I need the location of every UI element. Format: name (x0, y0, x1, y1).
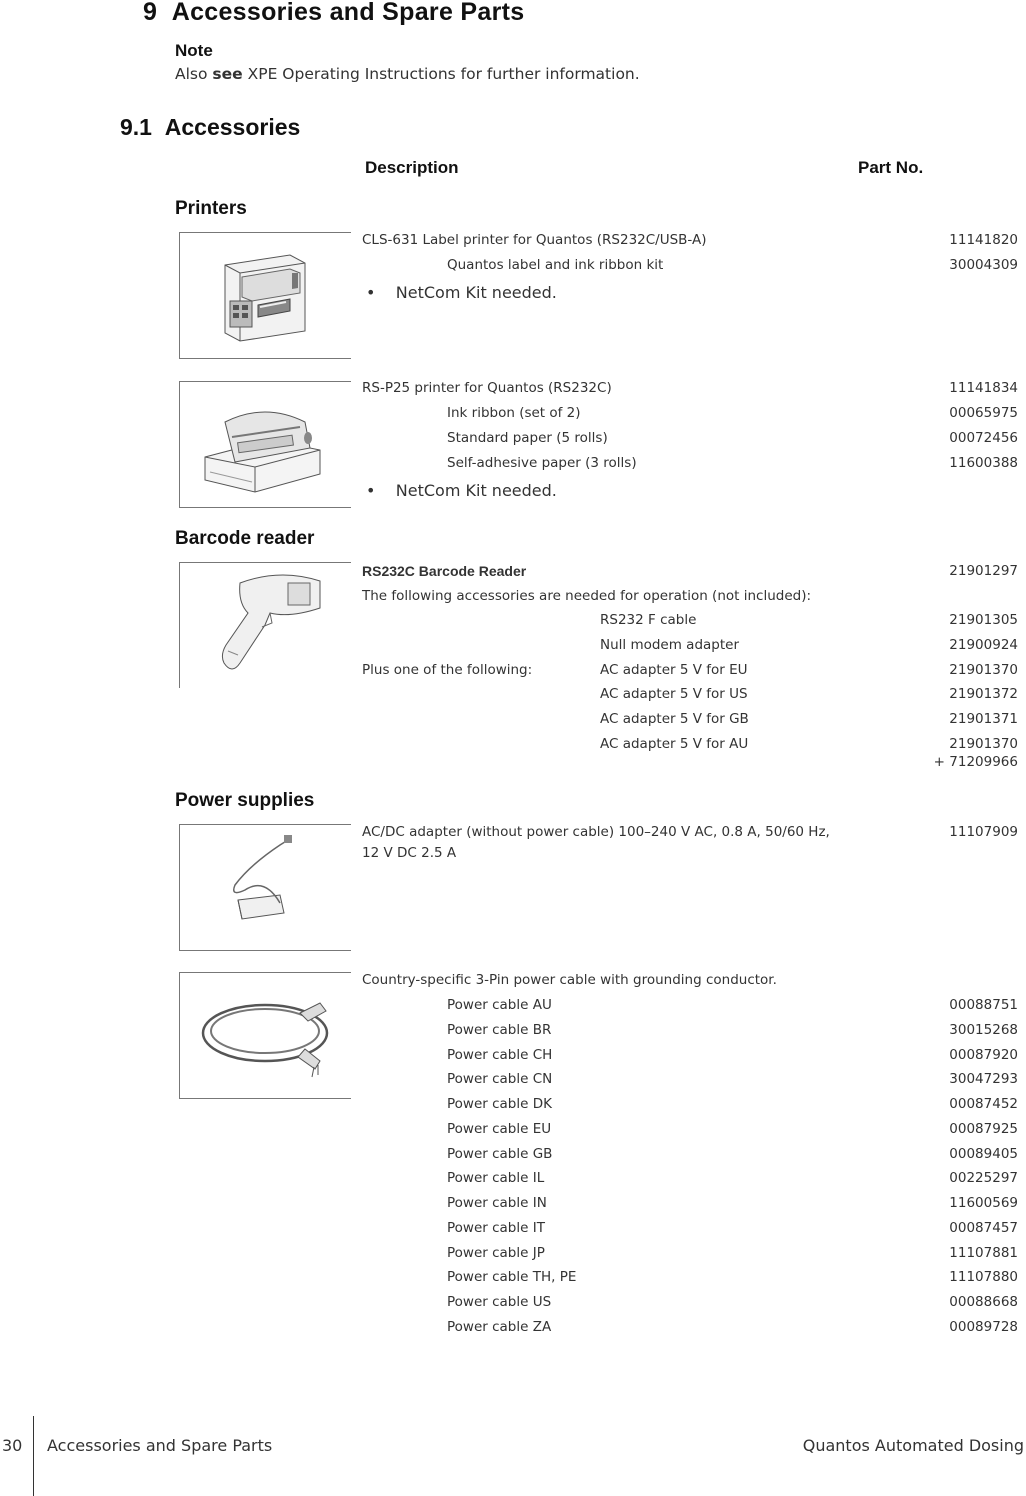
cable-part-no: 00087452 (949, 1096, 1018, 1112)
cls631-note: • NetCom Kit needed. (366, 283, 557, 302)
cable-label: Power cable AU (447, 997, 552, 1013)
cable-label: Power cable GB (447, 1146, 553, 1162)
label-printer-image (179, 232, 351, 359)
page-number: 30 (2, 1436, 23, 1455)
cable-part-no: 11107880 (949, 1269, 1018, 1285)
barcode-part-no: 21901297 (949, 563, 1018, 579)
cable-label: Power cable JP (447, 1245, 545, 1261)
rsp25-part-no: 11141834 (949, 380, 1018, 396)
barcode-extra-part-no: + 71209966 (933, 754, 1018, 770)
cable-label: Power cable TH, PE (447, 1269, 577, 1285)
barcode-heading: Barcode reader (175, 528, 315, 549)
cls631-title: CLS-631 Label printer for Quantos (RS232C/USB-A) (362, 232, 707, 248)
rsp25-item-part-no: 00072456 (949, 430, 1018, 446)
power-cable-image (179, 972, 351, 1099)
cable-part-no: 30047293 (949, 1071, 1018, 1087)
cable-label: Power cable BR (447, 1022, 552, 1038)
cable-label: Power cable ZA (447, 1319, 552, 1335)
rsp25-item-part-no: 00065975 (949, 405, 1018, 421)
chapter-heading (143, 0, 524, 27)
barcode-item-part-no: 21901370 (949, 662, 1018, 678)
section-title: Accessories (164, 114, 301, 140)
cable-label: Power cable IN (447, 1195, 547, 1211)
column-header-part-no: Part No. (858, 158, 924, 177)
cls631-part-no: 11141820 (949, 232, 1018, 248)
cable-part-no: 00087925 (949, 1121, 1018, 1137)
printers-heading: Printers (175, 198, 247, 219)
footer-divider (33, 1416, 34, 1496)
barcode-item-label: RS232 F cable (600, 612, 697, 628)
barcode-item-label: Null modem adapter (600, 637, 740, 653)
cls631-item-label: Quantos label and ink ribbon kit (447, 257, 664, 273)
cable-part-no: 00087457 (949, 1220, 1018, 1236)
rsp25-item-part-no: 11600388 (949, 455, 1018, 471)
cable-label: Power cable IL (447, 1170, 545, 1186)
barcode-item-label: AC adapter 5 V for EU (600, 662, 748, 678)
rsp25-printer-image (179, 381, 351, 508)
barcode-item-part-no: 21900924 (949, 637, 1018, 653)
rsp25-item-label: Standard paper (5 rolls) (447, 430, 608, 446)
cable-part-no: 00225297 (949, 1170, 1018, 1186)
column-header-description: Description (365, 158, 459, 177)
cable-part-no: 00089405 (949, 1146, 1018, 1162)
rsp25-note: • NetCom Kit needed. (366, 481, 557, 500)
barcode-item-label: AC adapter 5 V for US (600, 686, 748, 702)
footer-chapter-title: Accessories and Spare Parts (47, 1436, 273, 1455)
barcode-intro: The following accessories are needed for operation (not included): (362, 588, 812, 604)
cable-intro: Country-specific 3-Pin power cable with grounding conductor. (362, 972, 777, 988)
note-text: Also see XPE Operating Instructions for further information. (175, 65, 640, 83)
barcode-title: RS232C Barcode Reader (362, 563, 527, 579)
cable-part-no: 00087920 (949, 1047, 1018, 1063)
barcode-item-part-no: 21901371 (949, 711, 1018, 727)
rsp25-title: RS-P25 printer for Quantos (RS232C) (362, 380, 612, 396)
power-heading: Power supplies (175, 790, 315, 811)
footer-document-title: Quantos Automated Dosing (802, 1436, 1024, 1455)
note-label: Note (175, 41, 213, 60)
barcode-plus-label: Plus one of the following: (362, 662, 533, 678)
chapter-number: 9 (143, 0, 158, 26)
cable-label: Power cable CH (447, 1047, 553, 1063)
cable-label: Power cable IT (447, 1220, 545, 1236)
section-number: 9.1 (120, 114, 152, 140)
rsp25-item-label: Ink ribbon (set of 2) (447, 405, 581, 421)
barcode-item-label: AC adapter 5 V for AU (600, 736, 749, 752)
cable-part-no: 00088668 (949, 1294, 1018, 1310)
cable-label: Power cable EU (447, 1121, 552, 1137)
adapter-line2: 12 V DC 2.5 A (362, 845, 457, 861)
cable-label: Power cable DK (447, 1096, 552, 1112)
barcode-item-label: AC adapter 5 V for GB (600, 711, 749, 727)
barcode-item-part-no: 21901305 (949, 612, 1018, 628)
cable-label: Power cable US (447, 1294, 552, 1310)
section-heading (120, 114, 300, 141)
cable-label: Power cable CN (447, 1071, 553, 1087)
cable-part-no: 11600569 (949, 1195, 1018, 1211)
barcode-reader-image (179, 562, 351, 688)
acdc-adapter-image (179, 824, 351, 951)
cable-part-no: 00089728 (949, 1319, 1018, 1335)
cable-part-no: 30015268 (949, 1022, 1018, 1038)
rsp25-item-label: Self-adhesive paper (3 rolls) (447, 455, 637, 471)
cls631-item-part-no: 30004309 (949, 257, 1018, 273)
adapter-line1: AC/DC adapter (without power cable) 100–240 V AC, 0.8 A, 50/60 Hz, (362, 824, 830, 840)
adapter-part-no: 11107909 (949, 824, 1018, 840)
barcode-item-part-no: 21901372 (949, 686, 1018, 702)
barcode-item-part-no: 21901370 (949, 736, 1018, 752)
cable-part-no: 11107881 (949, 1245, 1018, 1261)
chapter-title: Accessories and Spare Parts (171, 0, 525, 26)
cable-part-no: 00088751 (949, 997, 1018, 1013)
